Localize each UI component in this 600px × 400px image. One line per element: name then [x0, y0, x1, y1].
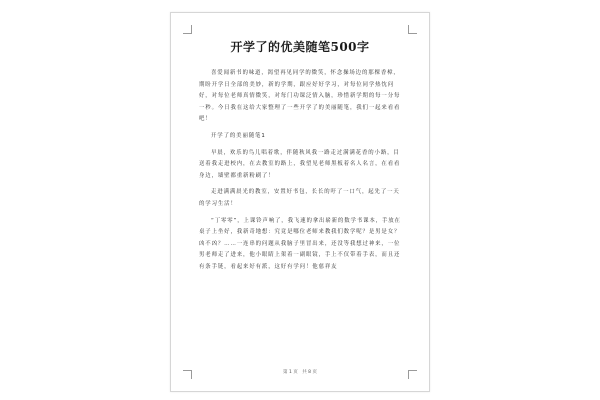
document-body	[199, 68, 405, 279]
document-page	[170, 12, 430, 392]
paragraph: 走进满满晨光的教室，安置好书包，长长的吁了一口气，起先了一天的学习生活！	[199, 189, 400, 207]
paragraph-intro: 喜爱闻新书的味道，渴望再见同学的微笑，怀念操场边的那棵香樟，期盼开学日全部的美妙，新的学期，跟应好好学习，对每位同学热忱问好，对每位老师真情微笑，对每门功课泛情入脑，珍惜新学期的每一分每一秒。今日我在这给大家整理了一些开学了的美丽随笔，我们一起来看看吧！	[199, 70, 401, 123]
paragraph: 早晨，欢乐的鸟儿唱着歌，伴随秋风我一路走过满满花香的小路，目送着我走进校内，在去教室的路上，我望见老师黑板着名人名言，在看看身边，墙壁都重新粉刷了！	[199, 149, 401, 179]
section-heading: 开学了的美丽随笔1	[211, 132, 266, 139]
crop-mark-top-right	[408, 25, 417, 34]
page-number-footer: 第 1 页 共 8 页	[283, 370, 317, 375]
document-title: 开学了的优美随笔500字	[230, 40, 370, 54]
crop-mark-top-left	[183, 25, 192, 34]
paragraph: “丁零零”，上课铃声响了，我飞速的拿出崭新的数学书课本，手放在桌子上坐好，我新奇地想：究竟是哪位老师来教我们数学呢？是男是女？凶不凶？……一连串的问题从我脑子里冒出来，还没等我想过神来，一位男老师走了进来，他小眼睛上架着一副眼镜，手上不仅带着手表，而且还有条手链，看起来好有派，这好有学问！他慈祥友	[199, 217, 401, 270]
